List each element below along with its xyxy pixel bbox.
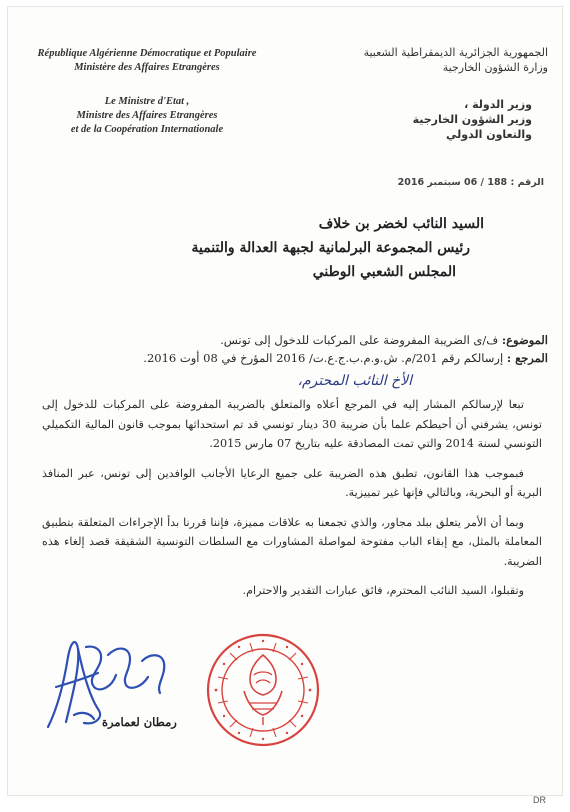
header-fr-line: République Algérienne Démocratique et Populaire bbox=[37, 48, 257, 59]
handwritten-salutation: الأخ النائب المحترم، bbox=[297, 373, 412, 389]
header-fr-line: et de la Coopération Internationale bbox=[70, 124, 224, 135]
header-ar-line: والتعاون الدولي bbox=[446, 128, 532, 141]
body-paragraph: تبعا لإرسالكم المشار إليه في المرجع أعلاه والمتعلق بالضريبة المفروضة على المركبات للدخول إلى تونس، يشرفني أن أحيطكم علما بأن ضريبة 30 دينار تونسي قد تم استحداثها بموجب قانون المالية التكميلي التونسي لسنة 2014 والتي تمت المصادقة عليه بتاريخ 07 مارس 2015. bbox=[42, 398, 542, 450]
addressee-block bbox=[44, 212, 484, 284]
reference-text: إرسالكم رقم 201/م. ش.و.م.ب.ج.ع.ت/ 2016 المؤرخ في 08 أوت 2016. bbox=[143, 351, 507, 365]
body-paragraph: وتقبلوا، السيد النائب المحترم، فائق عبارات التقدير والاحترام. bbox=[242, 584, 524, 597]
header-french bbox=[22, 47, 272, 137]
letter-page bbox=[7, 6, 563, 805]
reference-line bbox=[28, 349, 548, 367]
body-paragraph: فبموجب هذا القانون، تطبق هذه الضريبة على جميع الرعايا الأجانب الوافدين إلى تونس، عبر المنافذ البرية أو البحرية، وبالتالي فإنها غير تمييزية. bbox=[42, 466, 542, 499]
subject-text: ف/ى الضريبة المفروضة على المركبات للدخول إلى تونس. bbox=[220, 333, 502, 347]
header-fr-line: Ministère des Affaires Etrangères bbox=[74, 62, 220, 73]
addressee-line: السيد النائب لخضر بن خلاف bbox=[318, 216, 484, 232]
addressee-line: رئيس المجموعة البرلمانية لجبهة العدالة والتنمية bbox=[191, 240, 470, 256]
header-ar-line: الجمهورية الجزائرية الديمقراطية الشعبية bbox=[363, 46, 548, 59]
photo-credit: DR bbox=[533, 795, 546, 805]
subject-line bbox=[28, 331, 548, 349]
addressee-line: المجلس الشعبي الوطني bbox=[312, 264, 456, 280]
header-ar-line: وزارة الشؤون الخارجية bbox=[442, 61, 548, 74]
reference-label: المرجع : bbox=[506, 351, 548, 365]
subject-block bbox=[28, 331, 548, 367]
header-ar-line: وزير الشؤون الخارجية bbox=[412, 113, 532, 126]
subject-label: الموضوع: bbox=[501, 333, 548, 347]
header-arabic bbox=[358, 45, 548, 142]
header-ar-line: وزير الدولة ، bbox=[464, 98, 532, 111]
header-fr-line: Ministre des Affaires Etrangères bbox=[76, 110, 218, 121]
letter-body bbox=[42, 395, 542, 611]
body-paragraph: وبما أن الأمر يتعلق ببلد مجاور، والذي تجمعنا به علاقات مميزة، فإننا قررنا بدأ الإجراءات المتعلقة بتطبيق المعاملة بالمثل، مع إبقاء الباب مفتوحة لمواصلة المشاورات مع السلطات التونسية الشقيقة قصد إلغاء هذه الضريبة. bbox=[42, 515, 542, 568]
official-stamp bbox=[204, 631, 322, 749]
reference-number: الرقم : 188 / 06 سبتمبر 2016 bbox=[397, 177, 544, 188]
signatory-name: رمطان لعمامرة bbox=[102, 715, 177, 729]
header-fr-line: Le Ministre d'Etat , bbox=[104, 96, 190, 107]
